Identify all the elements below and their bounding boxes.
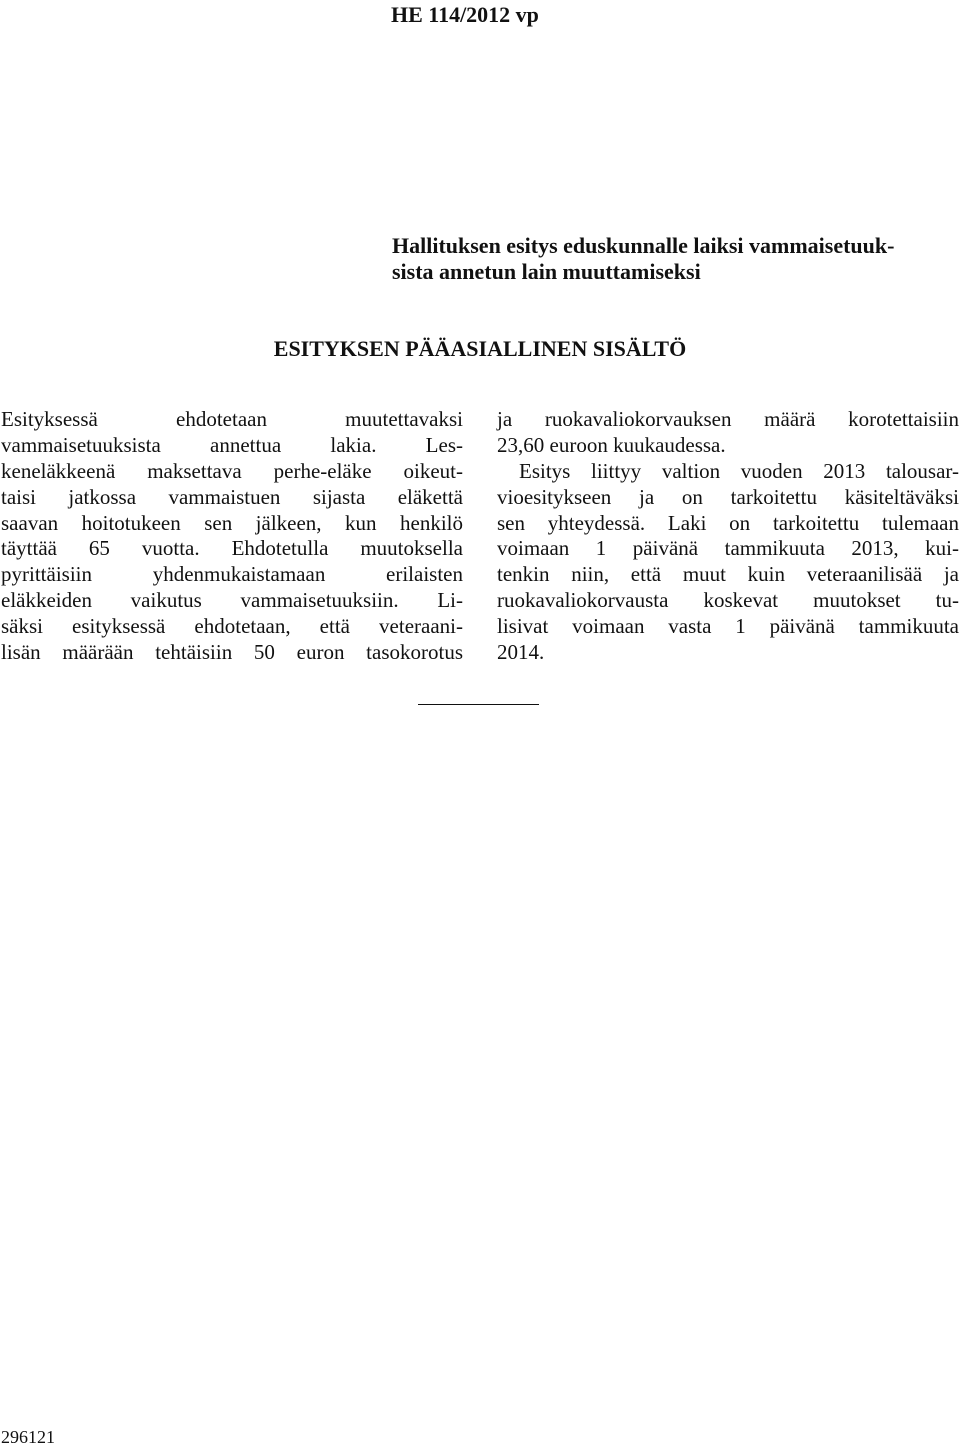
text-line: Esityksessä ehdotetaan muutettavaksi: [1, 407, 463, 431]
text-line: vioesitykseen ja on tarkoitettu käsiteltäväksi: [497, 484, 959, 509]
document-id: HE 114/2012 vp: [391, 2, 539, 27]
text-line: ja ruokavaliokorvauksen määrä korotettaisiin: [497, 407, 959, 431]
summary-heading: ESITYKSEN PÄÄASIALLINEN SISÄLTÖ: [273, 336, 687, 361]
text-line: ruokavaliokorvausta koskevat muutokset tu-: [497, 588, 959, 613]
text-line: pyrittäisiin yhdenmukaistamaan erilaisten: [1, 562, 463, 587]
text-line: sen yhteydessä. Laki on tarkoitettu tulemaan: [497, 510, 959, 535]
text-line: tenkin niin, että muut kuin veteraanilisää ja: [497, 562, 959, 587]
document-title: [392, 233, 960, 285]
text-line: Esitys liittyy valtion vuoden 2013 talousar-: [519, 458, 959, 483]
text-line: lisivat voimaan vasta 1 päivänä tammikuuta: [497, 614, 959, 639]
text-line: 2014.: [497, 640, 545, 665]
text-line: taisi jatkossa vammaistuen sijasta eläkettä: [1, 484, 463, 509]
text-line: täyttää 65 vuotta. Ehdotetulla muutoksella: [1, 536, 463, 561]
text-line: voimaan 1 päivänä tammikuuta 2013, kui-: [497, 536, 959, 561]
title-line: Hallituksen esitys eduskunnalle laiksi vammaisetuuk-: [392, 233, 895, 258]
text-line: eläkkeiden vaikutus vammaisetuuksiin. Li-: [1, 588, 463, 613]
text-line: saavan hoitotukeen sen jälkeen, kun henkilö: [1, 510, 463, 535]
text-line: 23,60 euroon kuukaudessa.: [497, 432, 726, 457]
text-line: lisän määrään tehtäisiin 50 euron tasokorotus: [1, 640, 463, 665]
summary-right-column: [497, 407, 959, 666]
text-line: säksi esityksessä ehdotetaan, että veteraani-: [1, 614, 463, 639]
text-line: keneläkkeenä maksettava perhe-eläke oikeut-: [1, 458, 463, 483]
text-line: vammaisetuuksista annettua lakia. Les-: [1, 432, 463, 457]
title-line: sista annetun lain muuttamiseksi: [392, 259, 701, 284]
page-code: 296121: [1, 1427, 55, 1447]
summary-left-column: [1, 407, 463, 666]
section-divider: [418, 704, 539, 705]
